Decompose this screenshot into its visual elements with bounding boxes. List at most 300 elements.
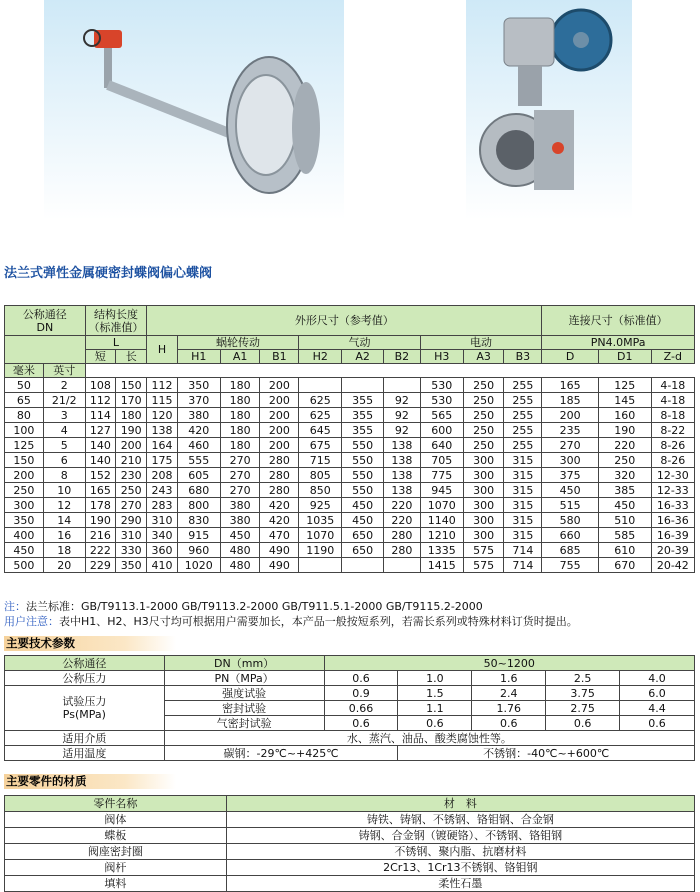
table-cell: 650 [342,528,384,543]
table-cell: 114 [85,408,115,423]
table-cell: 685 [542,543,599,558]
pn-value: 1.0 [398,671,472,686]
table-cell: 315 [504,468,542,483]
part-name: 阀体 [5,812,227,828]
table-row [5,543,695,558]
table-cell: 380 [220,513,260,528]
table-row [5,393,695,408]
table-cell: 138 [147,423,177,438]
table-cell: 625 [299,408,342,423]
header-electric: 电动 [420,336,542,350]
table-cell [299,558,342,573]
table-cell: 315 [504,498,542,513]
air-value: 0.6 [324,716,398,731]
table-cell: 270 [220,468,260,483]
table-cell: 300 [5,498,44,513]
table-cell: 16-36 [651,513,694,528]
table-cell: 400 [5,528,44,543]
table-cell: 340 [147,528,177,543]
part-name: 填料 [5,876,227,892]
table-row [5,558,695,573]
materials-table [4,795,695,892]
table-cell: 200 [260,378,299,393]
user-attention-note: 用户注意：表中H1、H2、H3尺寸均可根据用户需要加长，本产品一般按短系列，若需长系列或特殊材料订货时提出。 [4,615,578,628]
table-row [5,468,695,483]
table-cell: 180 [220,438,260,453]
table-cell: 565 [420,408,463,423]
pn-value: 2.5 [546,671,620,686]
table-cell: 960 [177,543,220,558]
table-cell: 450 [342,513,384,528]
tech-params-table [4,655,695,761]
table-cell: 283 [147,498,177,513]
table-cell: 20 [43,558,85,573]
table-cell: 715 [299,453,342,468]
material-row [5,812,695,828]
table-cell: 300 [463,483,504,498]
table-cell: 714 [504,558,542,573]
col-header: 短 [85,350,115,364]
table-cell: 100 [5,423,44,438]
table-cell: 250 [5,483,44,498]
table-cell: 300 [463,468,504,483]
table-cell: 670 [598,558,651,573]
table-cell: 250 [463,408,504,423]
table-cell: 385 [598,483,651,498]
col-header: 英寸 [43,364,85,378]
table-cell: 180 [116,408,147,423]
table-cell: 800 [177,498,220,513]
table-cell: 14 [43,513,85,528]
section-tech-params: 主要技术参数 [4,636,176,651]
table-cell: 92 [383,393,420,408]
strength-value: 3.75 [546,686,620,701]
table-cell: 65 [5,393,44,408]
table-cell: 530 [420,378,463,393]
table-cell: 127 [85,423,115,438]
table-row [5,528,695,543]
table-cell: 755 [542,558,599,573]
table-cell: 714 [504,543,542,558]
col-header: B1 [260,350,299,364]
table-cell: 355 [342,408,384,423]
flange-standard-note: 注：法兰标准：GB/T9113.1-2000 GB/T9113.2-2000 GB/T911.5.1-2000 GB/T9115.2-2000 [4,600,483,613]
seal-value: 1.1 [398,701,472,716]
table-row [5,498,695,513]
table-cell: 550 [342,453,384,468]
table-cell: 775 [420,468,463,483]
dn-range: 50~1200 [324,656,695,671]
table-cell: 12-33 [651,483,694,498]
material-row [5,828,695,844]
table-cell: 20-42 [651,558,694,573]
table-cell: 190 [116,423,147,438]
table-cell: 138 [383,468,420,483]
header-pn: PN4.0MPa [542,336,695,350]
seal-value: 4.4 [620,701,695,716]
header-worm: 蜗轮传动 [177,336,299,350]
pn-value: 0.6 [324,671,398,686]
table-row [5,378,695,393]
product-photo-electric-valve [44,0,344,220]
table-cell: 180 [220,408,260,423]
table-cell: 255 [504,378,542,393]
table-cell: 4-18 [651,393,694,408]
table-cell: 150 [116,378,147,393]
temperature-stainless-steel: 不锈钢：-40℃~+600℃ [398,746,695,761]
table-cell [383,378,420,393]
table-cell: 315 [504,513,542,528]
table-row [5,483,695,498]
table-cell: 152 [85,468,115,483]
table-cell: 21/2 [43,393,85,408]
table-cell: 1210 [420,528,463,543]
table-cell: 1415 [420,558,463,573]
table-cell: 140 [85,453,115,468]
table-cell: 200 [260,423,299,438]
table-cell: 925 [299,498,342,513]
table-cell: 280 [260,483,299,498]
seal-test-label: 密封试验 [164,701,324,716]
table-cell [299,378,342,393]
temperature-label: 适用温度 [5,746,165,761]
table-cell: 220 [383,513,420,528]
table-cell: 280 [383,543,420,558]
table-cell: 92 [383,408,420,423]
table-cell: 480 [220,558,260,573]
col-header: 长 [116,350,147,364]
seal-value: 2.75 [546,701,620,716]
product-photo-worm-valve [466,0,632,220]
table-cell: 450 [598,498,651,513]
table-cell: 270 [220,483,260,498]
electric-butterfly-valve-illustration [44,0,344,220]
table-cell: 350 [5,513,44,528]
strength-value: 0.9 [324,686,398,701]
header-connection: 连接尺寸（标准值） [542,306,695,336]
table-cell: 490 [260,543,299,558]
table-cell: 830 [177,513,220,528]
table-cell: 300 [463,453,504,468]
table-cell: 300 [463,498,504,513]
part-material: 柔性石墨 [226,876,694,892]
header-L: L [85,336,147,350]
table-cell: 125 [598,378,651,393]
table-cell: 370 [177,393,220,408]
table-cell: 10 [43,483,85,498]
table-cell: 460 [177,438,220,453]
table-cell: 229 [85,558,115,573]
col-header: D [542,350,599,364]
header-H: H [147,336,177,364]
table-cell: 112 [147,378,177,393]
strength-test-label: 强度试验 [164,686,324,701]
material-row [5,876,695,892]
table-cell: 310 [116,528,147,543]
table-cell: 660 [542,528,599,543]
header-pneumatic: 气动 [299,336,421,350]
strength-value: 1.5 [398,686,472,701]
table-cell: 420 [177,423,220,438]
table-cell: 200 [260,408,299,423]
table-cell: 120 [147,408,177,423]
part-name-header: 零件名称 [5,796,227,812]
section-materials: 主要零件的材质 [4,774,176,789]
table-cell: 180 [220,423,260,438]
table-cell: 355 [342,423,384,438]
material-row [5,860,695,876]
table-cell: 410 [147,558,177,573]
part-material: 2Cr13、1Cr13不锈钢、铬钼钢 [226,860,694,876]
col-header: D1 [598,350,651,364]
header-length: 结构长度 （标准值） [85,306,147,336]
table-cell: 170 [116,393,147,408]
table-cell: 300 [542,453,599,468]
table-cell: 480 [220,543,260,558]
table-cell: 1020 [177,558,220,573]
table-cell: 250 [463,393,504,408]
table-cell: 16-39 [651,528,694,543]
table-cell: 220 [383,498,420,513]
test-pressure-label: 试验压力 Ps(MPa) [5,686,165,731]
table-cell: 5 [43,438,85,453]
table-cell: 470 [260,528,299,543]
table-cell: 680 [177,483,220,498]
table-cell: 8-22 [651,423,694,438]
table-cell: 355 [342,393,384,408]
table-cell: 915 [177,528,220,543]
seal-value: 1.76 [472,701,546,716]
table-row [5,513,695,528]
table-cell: 450 [220,528,260,543]
col-header: H2 [299,350,342,364]
table-cell: 255 [504,423,542,438]
worm-gear-butterfly-valve-illustration [466,0,632,220]
table-cell: 645 [299,423,342,438]
table-cell: 115 [147,393,177,408]
table-cell: 270 [220,453,260,468]
col-header: B3 [504,350,542,364]
table-cell: 1035 [299,513,342,528]
table-cell: 210 [116,453,147,468]
air-value: 0.6 [472,716,546,731]
table-cell: 230 [116,468,147,483]
part-name: 阀座密封圈 [5,844,227,860]
table-cell: 530 [420,393,463,408]
table-cell: 243 [147,483,177,498]
table-cell: 290 [116,513,147,528]
table-cell: 250 [463,438,504,453]
table-row [5,408,695,423]
table-cell: 315 [504,453,542,468]
table-cell: 6 [43,453,85,468]
col-header: H3 [420,350,463,364]
table-cell: 138 [383,438,420,453]
table-cell: 490 [260,558,299,573]
table-cell [383,558,420,573]
table-cell: 640 [420,438,463,453]
table-cell: 320 [598,468,651,483]
table-cell: 280 [260,468,299,483]
col-header: Z-d [651,350,694,364]
seal-value: 0.66 [324,701,398,716]
table-cell: 20-39 [651,543,694,558]
col-header: A2 [342,350,384,364]
table-cell: 310 [147,513,177,528]
table-cell: 350 [177,378,220,393]
table-cell: 255 [504,438,542,453]
page-title: 法兰式弹性金属硬密封蝶阀偏心蝶阀 [4,266,213,281]
air-value: 0.6 [398,716,472,731]
table-cell: 585 [598,528,651,543]
col-header: A1 [220,350,260,364]
table-cell [342,558,384,573]
table-cell: 280 [260,453,299,468]
material-header: 材 料 [226,796,694,812]
strength-value: 6.0 [620,686,695,701]
table-cell: 1190 [299,543,342,558]
table-cell: 50 [5,378,44,393]
table-cell: 650 [342,543,384,558]
table-cell: 350 [116,558,147,573]
table-cell: 450 [5,543,44,558]
table-cell: 380 [177,408,220,423]
table-cell: 250 [463,378,504,393]
pn-unit: PN（MPa） [164,671,324,686]
table-cell: 555 [177,453,220,468]
part-material: 不锈钢、聚内脂、抗磨材料 [226,844,694,860]
air-seal-test-label: 气密封试验 [164,716,324,731]
pn-value: 1.6 [472,671,546,686]
pn-value: 4.0 [620,671,695,686]
table-cell: 200 [260,393,299,408]
table-cell: 250 [598,453,651,468]
table-cell: 300 [463,513,504,528]
table-cell: 255 [504,408,542,423]
table-cell: 500 [5,558,44,573]
table-cell: 92 [383,423,420,438]
table-cell: 12-30 [651,468,694,483]
table-cell: 510 [598,513,651,528]
table-cell: 125 [5,438,44,453]
medium-value: 水、蒸汽、油品、酸类腐蚀性等。 [164,731,694,746]
table-cell: 420 [260,498,299,513]
table-cell: 8-26 [651,438,694,453]
col-header: 毫米 [5,364,44,378]
table-cell: 4 [43,423,85,438]
air-value: 0.6 [620,716,695,731]
part-name: 阀杆 [5,860,227,876]
table-row [5,453,695,468]
table-cell: 330 [116,543,147,558]
table-cell: 550 [342,483,384,498]
table-cell: 8-18 [651,408,694,423]
table-cell: 250 [463,423,504,438]
table-cell: 16 [43,528,85,543]
col-header: A3 [463,350,504,364]
table-cell: 235 [542,423,599,438]
table-cell: 850 [299,483,342,498]
table-cell: 420 [260,513,299,528]
table-cell: 280 [383,528,420,543]
table-cell: 200 [5,468,44,483]
table-cell: 164 [147,438,177,453]
table-cell: 108 [85,378,115,393]
temperature-carbon-steel: 碳钢：-29℃~+425℃ [164,746,398,761]
table-cell: 515 [542,498,599,513]
part-material: 铸钢、合金钢（镀硬铬）、不锈钢、铬钼钢 [226,828,694,844]
table-cell: 270 [542,438,599,453]
table-cell: 216 [85,528,115,543]
table-cell: 138 [383,483,420,498]
table-cell: 450 [342,498,384,513]
table-cell: 222 [85,543,115,558]
table-cell: 200 [542,408,599,423]
table-row [5,438,695,453]
table-cell: 550 [342,438,384,453]
table-cell: 1070 [299,528,342,543]
table-cell: 8 [43,468,85,483]
table-cell: 185 [542,393,599,408]
table-cell: 178 [85,498,115,513]
table-cell: 165 [542,378,599,393]
table-cell: 140 [85,438,115,453]
table-cell: 2 [43,378,85,393]
table-cell [342,378,384,393]
col-header: B2 [383,350,420,364]
part-name: 蝶板 [5,828,227,844]
table-cell: 190 [598,423,651,438]
table-cell: 580 [542,513,599,528]
table-cell: 360 [147,543,177,558]
table-cell: 255 [504,393,542,408]
table-cell: 610 [598,543,651,558]
table-cell: 1335 [420,543,463,558]
dn-label: 公称通径 [5,656,165,671]
dn-unit: DN（mm） [164,656,324,671]
table-cell: 380 [220,498,260,513]
table-cell: 600 [420,423,463,438]
table-cell: 165 [85,483,115,498]
table-cell: 138 [383,453,420,468]
table-cell: 1070 [420,498,463,513]
table-cell: 675 [299,438,342,453]
table-cell: 1140 [420,513,463,528]
table-cell: 315 [504,528,542,543]
table-cell: 4-18 [651,378,694,393]
table-cell: 200 [260,438,299,453]
table-cell: 705 [420,453,463,468]
table-cell: 220 [598,438,651,453]
table-cell: 12 [43,498,85,513]
table-cell: 250 [116,483,147,498]
table-cell: 375 [542,468,599,483]
table-cell: 625 [299,393,342,408]
table-cell: 3 [43,408,85,423]
air-value: 0.6 [546,716,620,731]
part-material: 铸铁、铸钢、不锈钢、铬钼钢、合金钢 [226,812,694,828]
table-row [5,423,695,438]
col-header: H1 [177,350,220,364]
table-cell: 8-26 [651,453,694,468]
table-cell: 805 [299,468,342,483]
table-cell: 160 [598,408,651,423]
table-cell: 150 [5,453,44,468]
dimension-table [4,305,695,573]
table-cell: 200 [116,438,147,453]
table-cell: 175 [147,453,177,468]
pn-label: 公称压力 [5,671,165,686]
